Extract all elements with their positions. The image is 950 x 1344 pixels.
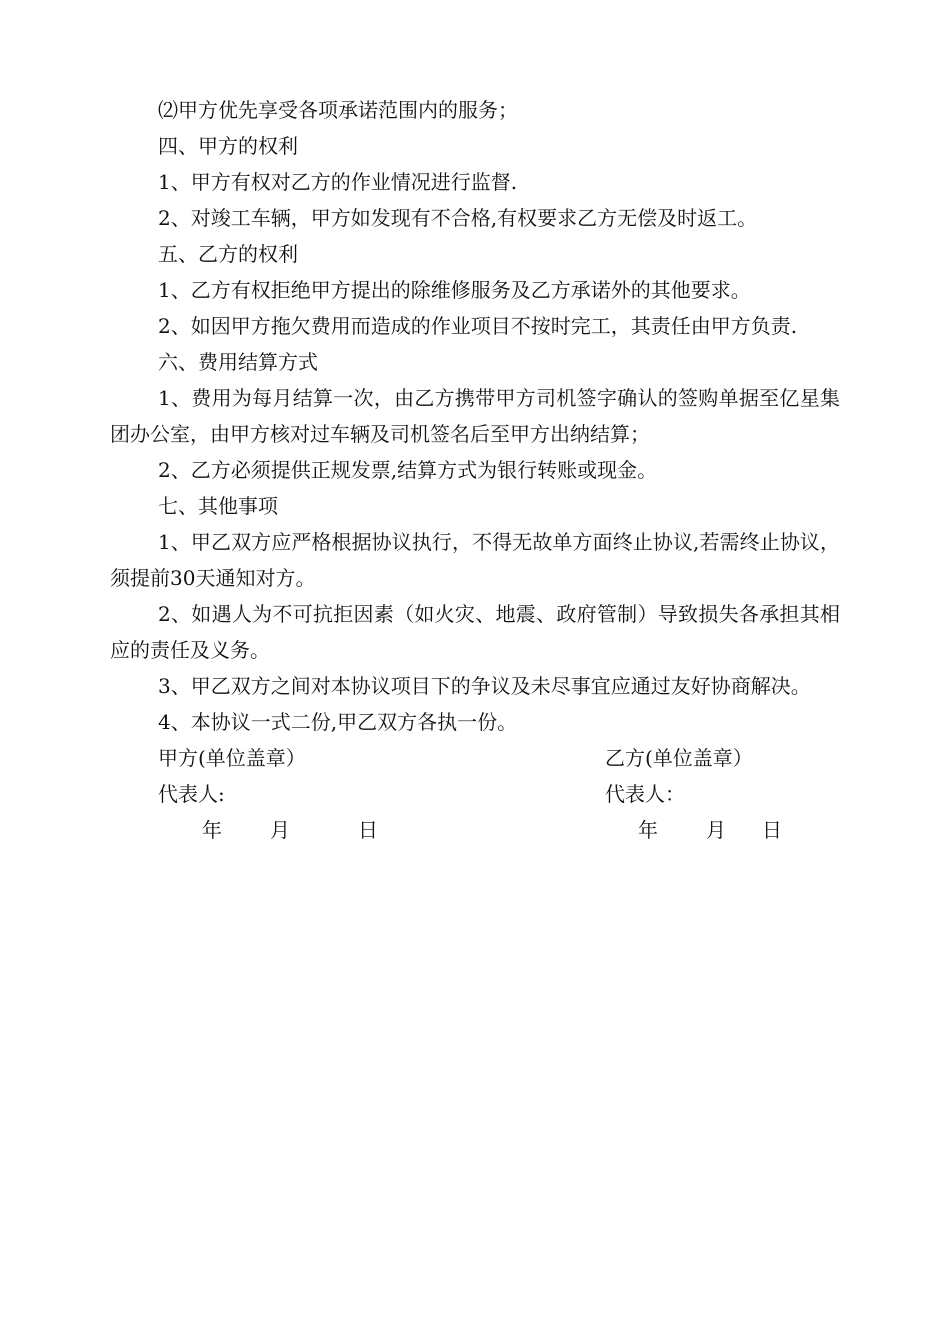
signature-seal-row <box>110 740 840 776</box>
signature-date-row <box>110 812 840 848</box>
clause-paragraph: 2、如遇人为不可抗拒因素（如火灾、地震、政府管制）导致损失各承担其相应的责任及义务。 <box>110 602 840 662</box>
day-label: 日 <box>358 818 378 842</box>
clause-paragraph: 2、如因甲方拖欠费用而造成的作业项目不按时完工，其责任由甲方负责. <box>158 314 798 338</box>
clause-text: 1、甲方有权对乙方的作业情况进行监督. <box>158 170 518 194</box>
clause-text: 4、本协议一式二份,甲乙双方各执一份。 <box>158 710 518 734</box>
clause-paragraph: 1、费用为每月结算一次，由乙方携带甲方司机签字确认的签购单据至亿星集团办公室，由甲方核对过车辆及司机签名后至甲方出纳结算； <box>110 386 840 446</box>
party-b-rep-label: 代表人： <box>605 782 685 806</box>
day-label: 日 <box>762 818 782 842</box>
month-label: 月 <box>270 818 290 842</box>
section-heading-4: 四、甲方的权利 <box>158 134 298 158</box>
section-heading-7: 七、其他事项 <box>158 494 278 518</box>
year-label: 年 <box>202 818 222 842</box>
clause-text: 2、对竣工车辆，甲方如发现有不合格,有权要求乙方无偿及时返工。 <box>158 206 758 230</box>
clause-paragraph: 1、甲乙双方应严格根据协议执行，不得无故单方面终止协议,若需终止协议，须提前30天通知对方。 <box>110 530 840 590</box>
party-b-seal-label: 乙方(单位盖章） <box>605 746 753 770</box>
clause-text: 1、乙方有权拒绝甲方提出的除维修服务及乙方承诺外的其他要求。 <box>158 278 751 302</box>
section-heading-6: 六、费用结算方式 <box>158 350 318 374</box>
clause-text: ⑵甲方优先享受各项承诺范围内的服务； <box>158 98 518 122</box>
clause-paragraph: 3、甲乙双方之间对本协议项目下的争议及未尽事宜应通过友好协商解决。 <box>158 674 811 698</box>
clause-text: 2、乙方必须提供正规发票,结算方式为银行转账或现金。 <box>158 458 658 482</box>
party-a-seal-label: 甲方(单位盖章） <box>158 746 306 770</box>
year-label: 年 <box>638 818 658 842</box>
party-a-date <box>202 812 378 848</box>
party-a-rep-label: 代表人: <box>158 782 225 806</box>
section-heading-5: 五、乙方的权利 <box>158 242 298 266</box>
party-b-date <box>638 812 782 848</box>
month-label: 月 <box>706 818 726 842</box>
signature-rep-row <box>110 776 840 812</box>
document-body <box>110 92 840 848</box>
